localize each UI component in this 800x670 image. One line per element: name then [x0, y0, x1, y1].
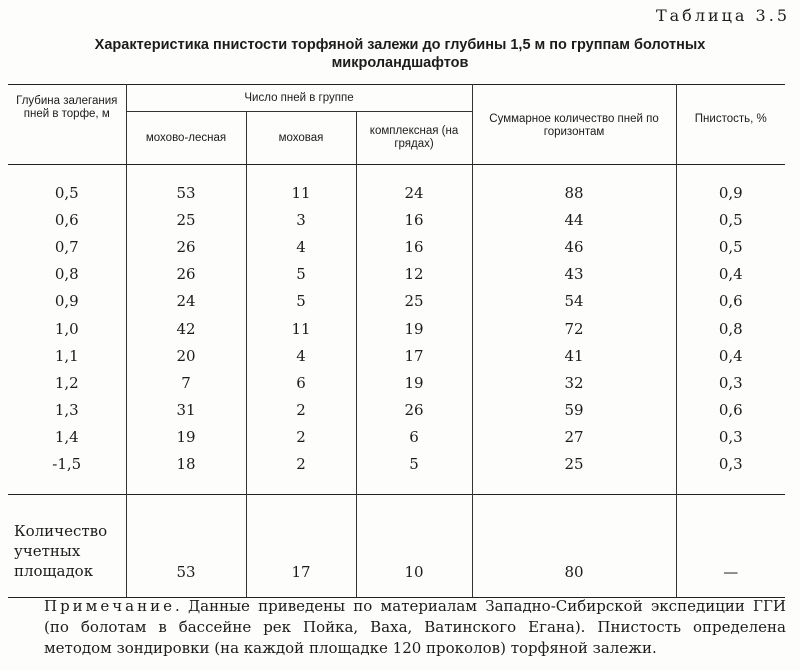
footer-value: 10: [356, 495, 472, 598]
table-cell: 32: [472, 369, 676, 396]
table-row: [8, 451, 785, 495]
note-lead: Примечание: [44, 597, 175, 615]
table-cell: 1,1: [8, 342, 126, 369]
table-row: [8, 233, 785, 260]
table-row: [8, 342, 785, 369]
footer-value: 17: [246, 495, 356, 598]
table-cell: 17: [356, 342, 472, 369]
table-row: [8, 424, 785, 451]
table-cell: 6: [246, 369, 356, 396]
table-note: [44, 596, 786, 659]
table-cell: 19: [126, 424, 246, 451]
table-cell: 2: [246, 397, 356, 424]
header-sub-forest: мохово-лесная: [126, 112, 246, 165]
table-cell: 16: [356, 206, 472, 233]
table-cell: 53: [126, 165, 246, 207]
table-number: Таблица 3.5: [655, 6, 790, 25]
table-cell: 27: [472, 424, 676, 451]
footer-value: 80: [472, 495, 676, 598]
footer-value: 53: [126, 495, 246, 598]
table-cell: 0,9: [8, 288, 126, 315]
table-cell: 0,5: [676, 206, 785, 233]
table-row: [8, 261, 785, 288]
header-sub-complex: комплексная (на грядах): [356, 112, 472, 165]
table-cell: 43: [472, 261, 676, 288]
table-cell: 54: [472, 288, 676, 315]
table-cell: 44: [472, 206, 676, 233]
pnistost-table: [8, 84, 785, 598]
table-cell: 16: [356, 233, 472, 260]
table-cell: 0,3: [676, 424, 785, 451]
table-cell: 5: [356, 451, 472, 495]
table-title: Характеристика пнистости торфяной залежи до глубины 1,5 м по группам болотных микроландшафтов: [94, 37, 706, 71]
table-cell: 19: [356, 315, 472, 342]
header-percent: Пнистость, %: [676, 85, 785, 165]
table-cell: 3: [246, 206, 356, 233]
table-cell: 0,5: [676, 233, 785, 260]
table-cell: 24: [356, 165, 472, 207]
table-cell: 46: [472, 233, 676, 260]
footer-label: Количество учетных площадок: [8, 495, 126, 598]
table-cell: 26: [126, 233, 246, 260]
table-row: [8, 165, 785, 207]
table-cell: 25: [472, 451, 676, 495]
table-cell: 0,8: [8, 261, 126, 288]
table-cell: 0,6: [8, 206, 126, 233]
table-cell: 11: [246, 315, 356, 342]
table-cell: 0,9: [676, 165, 785, 207]
table-cell: 1,2: [8, 369, 126, 396]
table-cell: 72: [472, 315, 676, 342]
table-cell: 31: [126, 397, 246, 424]
table-cell: -1,5: [8, 451, 126, 495]
table-row: [8, 288, 785, 315]
footer-value: —: [676, 495, 785, 598]
table-cell: 4: [246, 233, 356, 260]
note-text: . Данные приведены по материалам Западно-Сибирской экспедиции ГГИ (по болотам в бассейне рек Пойка, Ваха, Ватинского Егана). Пнистость определена методом зондировки (на каждой площадке 120 проколов) торфяной залежи.: [44, 597, 786, 657]
table-cell: 0,3: [676, 369, 785, 396]
table-cell: 2: [246, 424, 356, 451]
table-row: [8, 397, 785, 424]
table-cell: 1,4: [8, 424, 126, 451]
table-cell: 19: [356, 369, 472, 396]
header-sub-moss: моховая: [246, 112, 356, 165]
table-cell: 0,7: [8, 233, 126, 260]
table-cell: 41: [472, 342, 676, 369]
table-cell: 26: [356, 397, 472, 424]
table-cell: 25: [356, 288, 472, 315]
table-row: [8, 369, 785, 396]
table-row: [8, 315, 785, 342]
table-cell: 42: [126, 315, 246, 342]
table-cell: 0,4: [676, 261, 785, 288]
table-cell: 12: [356, 261, 472, 288]
table-cell: 5: [246, 288, 356, 315]
table-cell: 0,6: [676, 288, 785, 315]
table-cell: 11: [246, 165, 356, 207]
table-cell: 2: [246, 451, 356, 495]
table-cell: 20: [126, 342, 246, 369]
footer-row: [8, 495, 785, 598]
table-cell: 0,5: [8, 165, 126, 207]
table-row: [8, 206, 785, 233]
table-cell: 18: [126, 451, 246, 495]
table-cell: 7: [126, 369, 246, 396]
table-cell: 4: [246, 342, 356, 369]
table-cell: 25: [126, 206, 246, 233]
table-cell: 6: [356, 424, 472, 451]
table-cell: 59: [472, 397, 676, 424]
table-cell: 0,3: [676, 451, 785, 495]
table-cell: 1,0: [8, 315, 126, 342]
header-total: Суммарное количество пней по горизонтам: [472, 85, 676, 165]
table-cell: 1,3: [8, 397, 126, 424]
header-group: Число пней в группе: [126, 85, 472, 112]
table-cell: 5: [246, 261, 356, 288]
table-cell: 0,6: [676, 397, 785, 424]
table-cell: 26: [126, 261, 246, 288]
table-cell: 24: [126, 288, 246, 315]
table-cell: 0,4: [676, 342, 785, 369]
header-depth: Глубина залегания пней в торфе, м: [8, 85, 126, 165]
table-cell: 88: [472, 165, 676, 207]
table-cell: 0,8: [676, 315, 785, 342]
